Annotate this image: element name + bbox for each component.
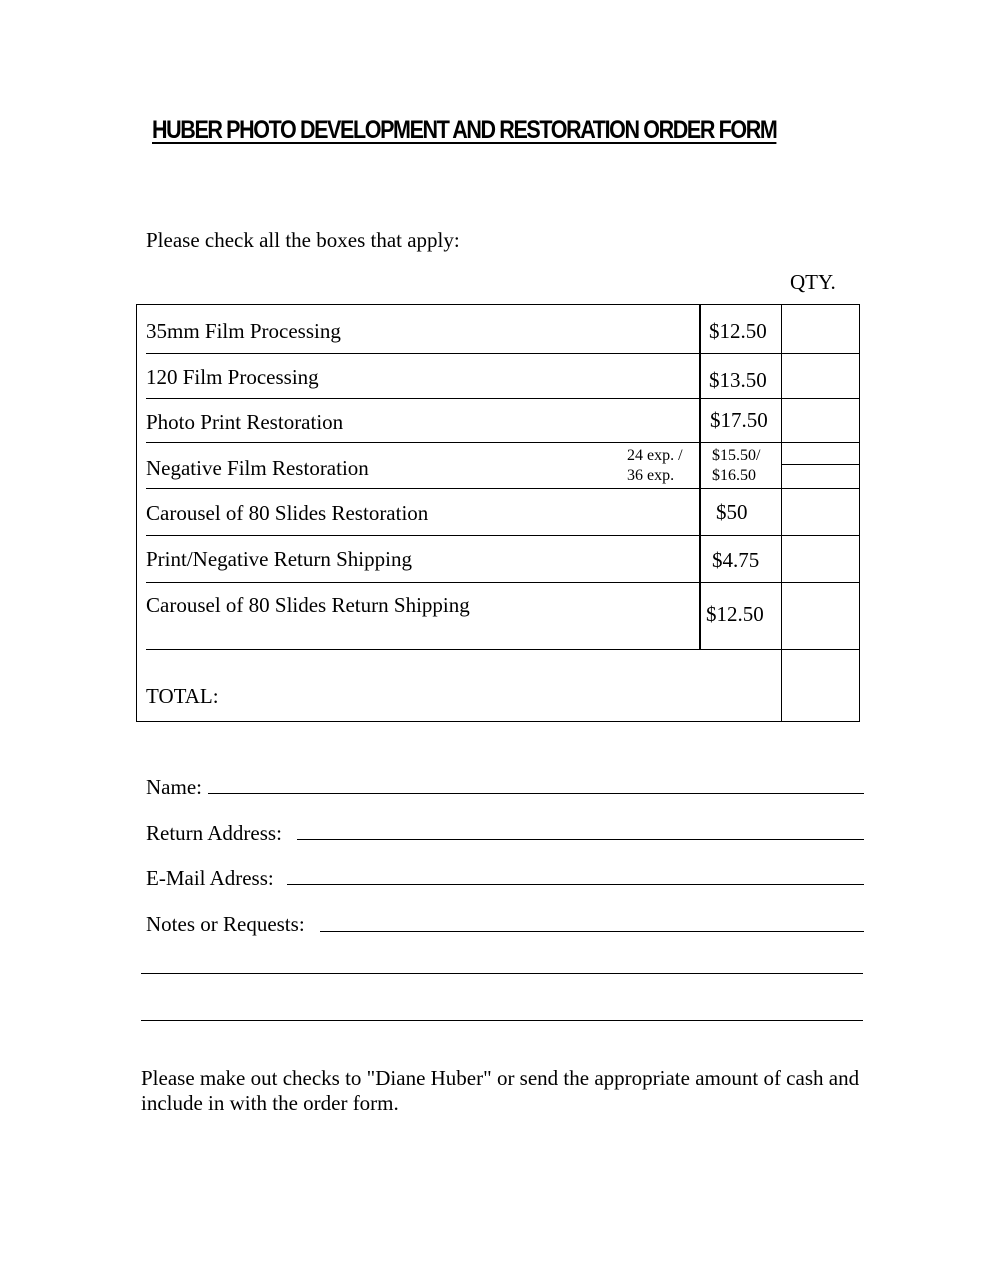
qty-cell[interactable] <box>782 489 859 535</box>
form-title: HUBER PHOTO DEVELOPMENT AND RESTORATION ORDER FORM <box>152 116 777 144</box>
instructions-text: Please check all the boxes that apply: <box>146 228 460 252</box>
item-option: 36 exp. <box>627 467 675 484</box>
row-divider <box>146 398 860 399</box>
item-label: Print/Negative Return Shipping <box>146 547 412 571</box>
item-label: 35mm Film Processing <box>146 319 341 343</box>
table-border-bottom <box>136 721 860 722</box>
return-address-field[interactable] <box>297 839 864 840</box>
row-divider <box>146 649 860 650</box>
item-price: $50 <box>716 500 748 524</box>
qty-cell[interactable] <box>782 354 859 398</box>
item-price: $13.50 <box>709 368 767 392</box>
qty-cell[interactable] <box>782 443 859 464</box>
qty-cell[interactable] <box>782 399 859 442</box>
table-border-left <box>136 304 137 722</box>
item-label: Negative Film Restoration <box>146 456 369 480</box>
qty-cell[interactable] <box>782 465 859 488</box>
notes-field-line[interactable] <box>141 1020 863 1021</box>
qty-cell[interactable] <box>782 583 859 649</box>
notes-label: Notes or Requests: <box>146 912 305 936</box>
item-price: $12.50 <box>709 319 767 343</box>
return-address-label: Return Address: <box>146 821 282 845</box>
item-price: $15.50/ <box>712 447 761 464</box>
item-label: Carousel of 80 Slides Return Shipping <box>146 593 470 617</box>
email-field[interactable] <box>287 884 864 885</box>
qty-cell[interactable] <box>782 305 859 353</box>
item-label: Carousel of 80 Slides Restoration <box>146 501 429 525</box>
qty-header: QTY. <box>790 270 836 294</box>
table-border-right <box>859 304 860 722</box>
table-border-top <box>136 304 860 305</box>
total-label: TOTAL: <box>146 684 219 708</box>
item-price: $4.75 <box>712 548 760 572</box>
name-label: Name: <box>146 775 202 799</box>
row-divider <box>146 582 860 583</box>
qty-cell[interactable] <box>782 536 859 582</box>
name-field[interactable] <box>208 793 864 794</box>
notes-field[interactable] <box>320 931 864 932</box>
price-column-divider <box>699 304 701 650</box>
notes-field-line[interactable] <box>141 973 863 974</box>
row-divider <box>146 535 860 536</box>
row-divider <box>146 442 860 443</box>
row-divider <box>146 353 860 354</box>
item-price: $17.50 <box>710 408 768 432</box>
email-label: E-Mail Adress: <box>146 866 274 890</box>
item-price: $16.50 <box>712 467 756 484</box>
row-divider <box>146 488 860 489</box>
item-label: Photo Print Restoration <box>146 410 344 434</box>
item-label: 120 Film Processing <box>146 365 319 389</box>
payment-instructions: Please make out checks to "Diane Huber" or send the appropriate amount of cash and include in with the order form. <box>141 1066 860 1115</box>
total-qty-cell[interactable] <box>782 650 859 721</box>
item-option: 24 exp. / <box>627 447 683 464</box>
item-price: $12.50 <box>706 602 764 626</box>
